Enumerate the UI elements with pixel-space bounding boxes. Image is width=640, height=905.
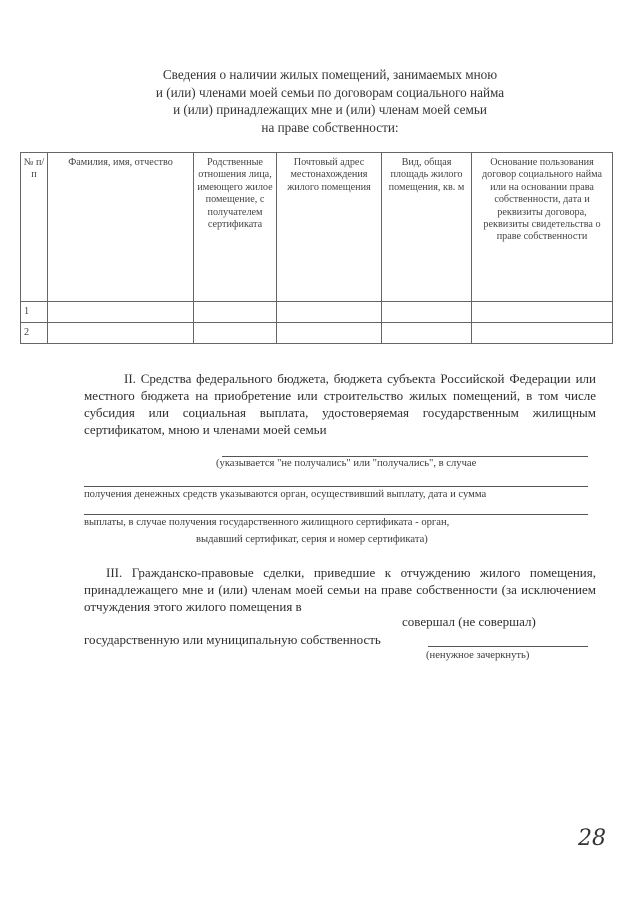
hint-text: выдавший сертификат, серия и номер сертификата)	[196, 534, 428, 545]
fill-line	[428, 646, 588, 647]
table-cell	[382, 302, 472, 323]
table-cell: 2	[21, 323, 48, 344]
table-row	[21, 302, 613, 323]
fill-line	[84, 486, 588, 487]
choice-text: совершал (не совершал)	[402, 614, 536, 629]
fill-line	[84, 514, 588, 515]
housing-table	[20, 152, 613, 344]
header-basis: Основание пользования договор социального найма или на основании права собственности, дата и реквизиты договора, реквизиты свидетельства о праве собственности	[472, 153, 613, 302]
table-cell	[472, 323, 613, 344]
title-line: и (или) принадлежащих мне и (или) членам моей семьи	[173, 102, 487, 117]
header-full-name: Фамилия, имя, отчество	[48, 153, 194, 302]
table-cell	[48, 302, 194, 323]
hint-text: (ненужное зачеркнуть)	[426, 650, 530, 661]
section-title	[110, 66, 550, 136]
table-header-row	[21, 153, 613, 302]
page-number: 28	[578, 826, 606, 851]
fill-line	[222, 456, 588, 457]
table-cell	[382, 323, 472, 344]
title-line: и (или) членами моей семьи по договорам социального найма	[155, 84, 505, 100]
table-cell	[277, 323, 382, 344]
table-cell	[48, 323, 194, 344]
title-line: на праве собственности:	[261, 119, 399, 135]
table-cell	[277, 302, 382, 323]
table-cell	[194, 323, 277, 344]
table-cell	[472, 302, 613, 323]
hint-text: выплаты, в случае получения государственного жилищного сертификата - орган,	[84, 517, 450, 528]
header-address: Почтовый адрес местонахождения жилого помещения	[277, 153, 382, 302]
table-cell	[194, 302, 277, 323]
header-area: Вид, общая площадь жилого помещения, кв. м	[382, 153, 472, 302]
table-cell: 1	[21, 302, 48, 323]
table-row	[21, 323, 613, 344]
hint-text: (указывается "не получались" или "получались", в случае	[216, 458, 477, 469]
title-line: Сведения о наличии жилых помещений, занимаемых мною	[162, 67, 498, 82]
section-2-text: II. Средства федерального бюджета, бюджета субъекта Российской Федерации или местного бюджета на приобретение или строительство жилых помещений, в том числе субсидия или социальная выплата, удостоверяемая государственным жилищным сертификатом, мною и членами моей семьи	[84, 371, 596, 437]
section-3-text: III. Гражданско-правовые сделки, приведшие к отчуждению жилого помещения, принадлежащего мне и (или) членам моей семьи на праве собственности (за исключением отчуждения этого жилого помещения в	[84, 565, 596, 614]
section-3-line-end: государственную или муниципальную собственность	[84, 632, 381, 647]
header-relationship: Родственные отношения лица, имеющего жилое помещение, с получателем сертификата	[194, 153, 277, 302]
hint-text: получения денежных средств указываются орган, осуществивший выплату, дата и сумма	[84, 489, 487, 500]
header-number: № п/п	[21, 153, 48, 302]
